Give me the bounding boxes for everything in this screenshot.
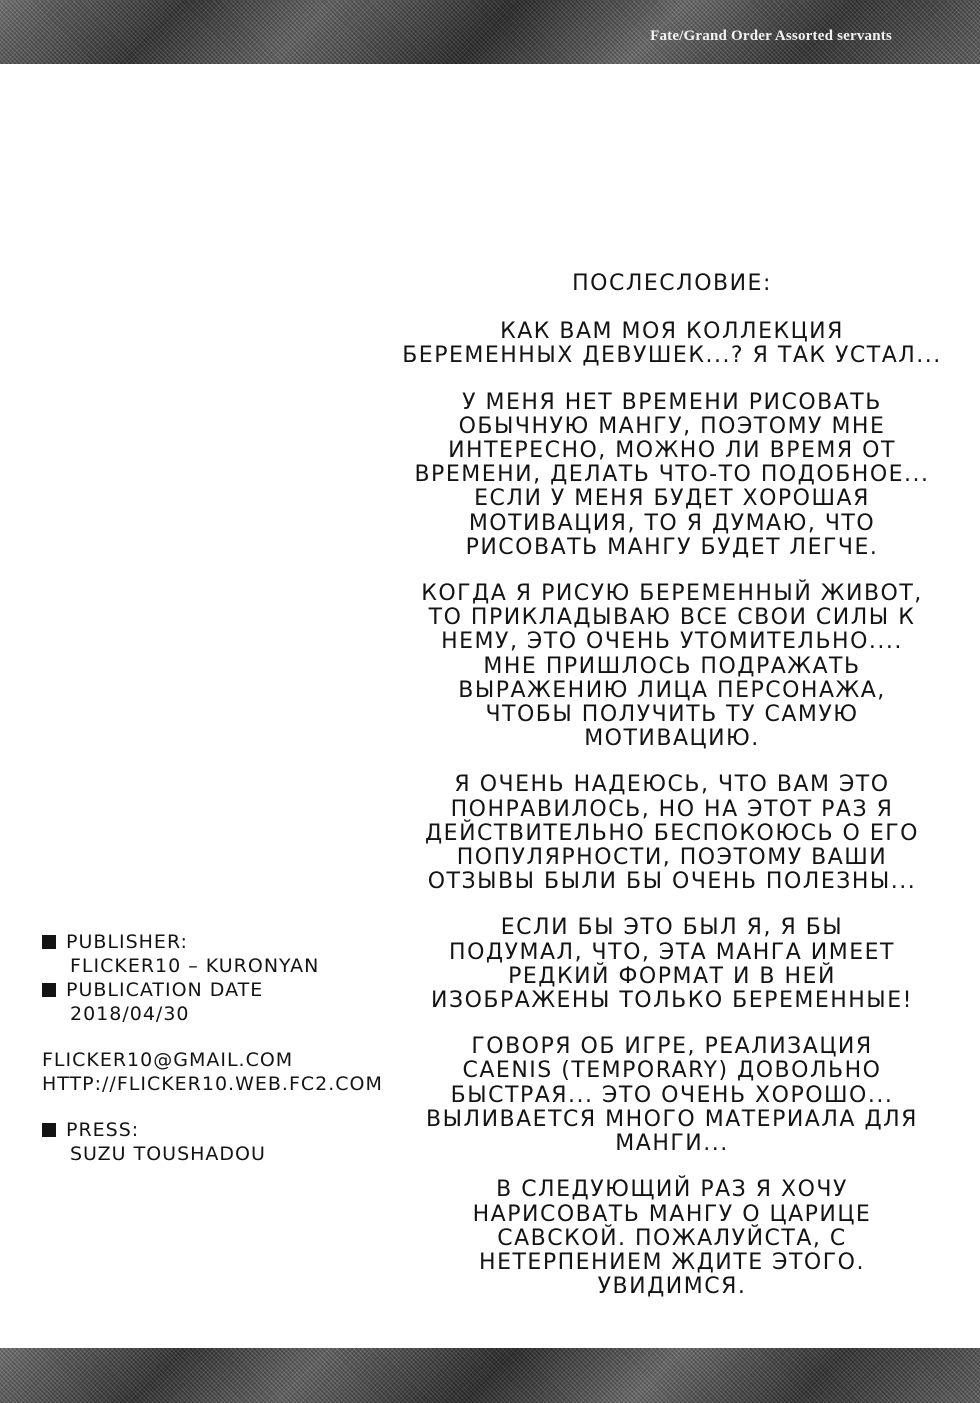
publication-date-label: PUBLICATION DATE	[66, 979, 264, 1001]
press-label: PRESS:	[66, 1119, 140, 1141]
publisher-value: FLICKER10 – KURONYAN	[70, 955, 320, 977]
afterword-paragraph: ЕСЛИ БЫ ЭТО БЫЛ Я, Я БЫ ПОДУМАЛ, ЧТО, ЭТА МАНГА ИМЕЕТ РЕДКИЙ ФОРМАТ И В НЕЙ ИЗОБРАЖЕНЫ ТОЛЬКО БЕРЕМЕННЫЕ!	[431, 915, 913, 1014]
header-band	[0, 0, 980, 64]
afterword-text	[372, 272, 972, 1321]
afterword-paragraph: ГОВОРЯ ОБ ИГРЕ, РЕАЛИЗАЦИЯ CAENIS (TEMPORARY) ДОВОЛЬНО БЫСТРАЯ... ЭТО ОЧЕНЬ ХОРОШО... ВЫЛИВАЕТСЯ МНОГО МАТЕРИАЛА ДЛЯ МАНГИ...	[426, 1034, 918, 1157]
afterword-paragraph: КАК ВАМ МОЯ КОЛЛЕКЦИЯ БЕРЕМЕННЫХ ДЕВУШЕК...? Я ТАК УСТАЛ...	[402, 319, 942, 369]
website-text: HTTP://FLICKER10.WEB.FC2.COM	[42, 1073, 383, 1095]
afterword-heading: ПОСЛЕСЛОВИЕ:	[572, 271, 772, 296]
footer-band	[0, 1348, 980, 1403]
publisher-label: PUBLISHER:	[66, 931, 188, 953]
series-title: Fate/Grand Order Assorted servants	[650, 28, 892, 44]
afterword-paragraph: КОГДА Я РИСУЮ БЕРЕМЕННЫЙ ЖИВОТ, ТО ПРИКЛАДЫВАЮ ВСЕ СВОИ СИЛЫ К НЕМУ, ЭТО ОЧЕНЬ УТОМИТЕЛЬНО.... МНЕ ПРИШЛОСЬ ПОДРАЖАТЬ ВЫРАЖЕНИЮ ЛИЦА ПЕРСОНАЖА, ЧТОБЫ ПОЛУЧИТЬ ТУ САМУЮ МОТИВАЦИЮ.	[421, 581, 923, 752]
press-label-row	[42, 1118, 402, 1142]
date-label-row	[42, 978, 402, 1002]
publisher-label-row	[42, 930, 402, 954]
publication-date-value: 2018/04/30	[70, 1003, 190, 1025]
bullet-square-icon	[42, 935, 56, 949]
afterword-paragraph: Я ОЧЕНЬ НАДЕЮСЬ, ЧТО ВАМ ЭТО ПОНРАВИЛОСЬ, НО НА ЭТОТ РАЗ Я ДЕЙСТВИТЕЛЬНО БЕСПОКОЮСЬ О ЕГО ПОПУЛЯРНОСТИ, ПОЭТОМУ ВАШИ ОТЗЫВЫ БЫЛИ БЫ ОЧЕНЬ ПОЛЕЗНЫ...	[424, 772, 919, 895]
bullet-square-icon	[42, 1123, 56, 1137]
colophon	[42, 930, 402, 1166]
afterword-paragraph: В СЛЕДУЮЩИЙ РАЗ Я ХОЧУ НАРИСОВАТЬ МАНГУ О ЦАРИЦЕ САВСКОЙ. ПОЖАЛУЙСТА, С НЕТЕРПЕНИЕМ ЖДИТЕ ЭТОГО. УВИДИМСЯ.	[472, 1177, 872, 1300]
bullet-square-icon	[42, 983, 56, 997]
email-text: FLICKER10@GMAIL.COM	[42, 1049, 294, 1071]
afterword-paragraph: У МЕНЯ НЕТ ВРЕМЕНИ РИСОВАТЬ ОБЫЧНУЮ МАНГУ, ПОЭТОМУ МНЕ ИНТЕРЕСНО, МОЖНО ЛИ ВРЕМЯ ОТ ВРЕМЕНИ, ДЕЛАТЬ ЧТО-ТО ПОДОБНОЕ... ЕСЛИ У МЕНЯ БУДЕТ ХОРОШАЯ МОТИВАЦИЯ, ТО Я ДУМАЮ, ЧТО РИСОВАТЬ МАНГУ БУДЕТ ЛЕГЧЕ.	[414, 389, 930, 560]
press-value: SUZU TOUSHADOU	[70, 1143, 266, 1165]
